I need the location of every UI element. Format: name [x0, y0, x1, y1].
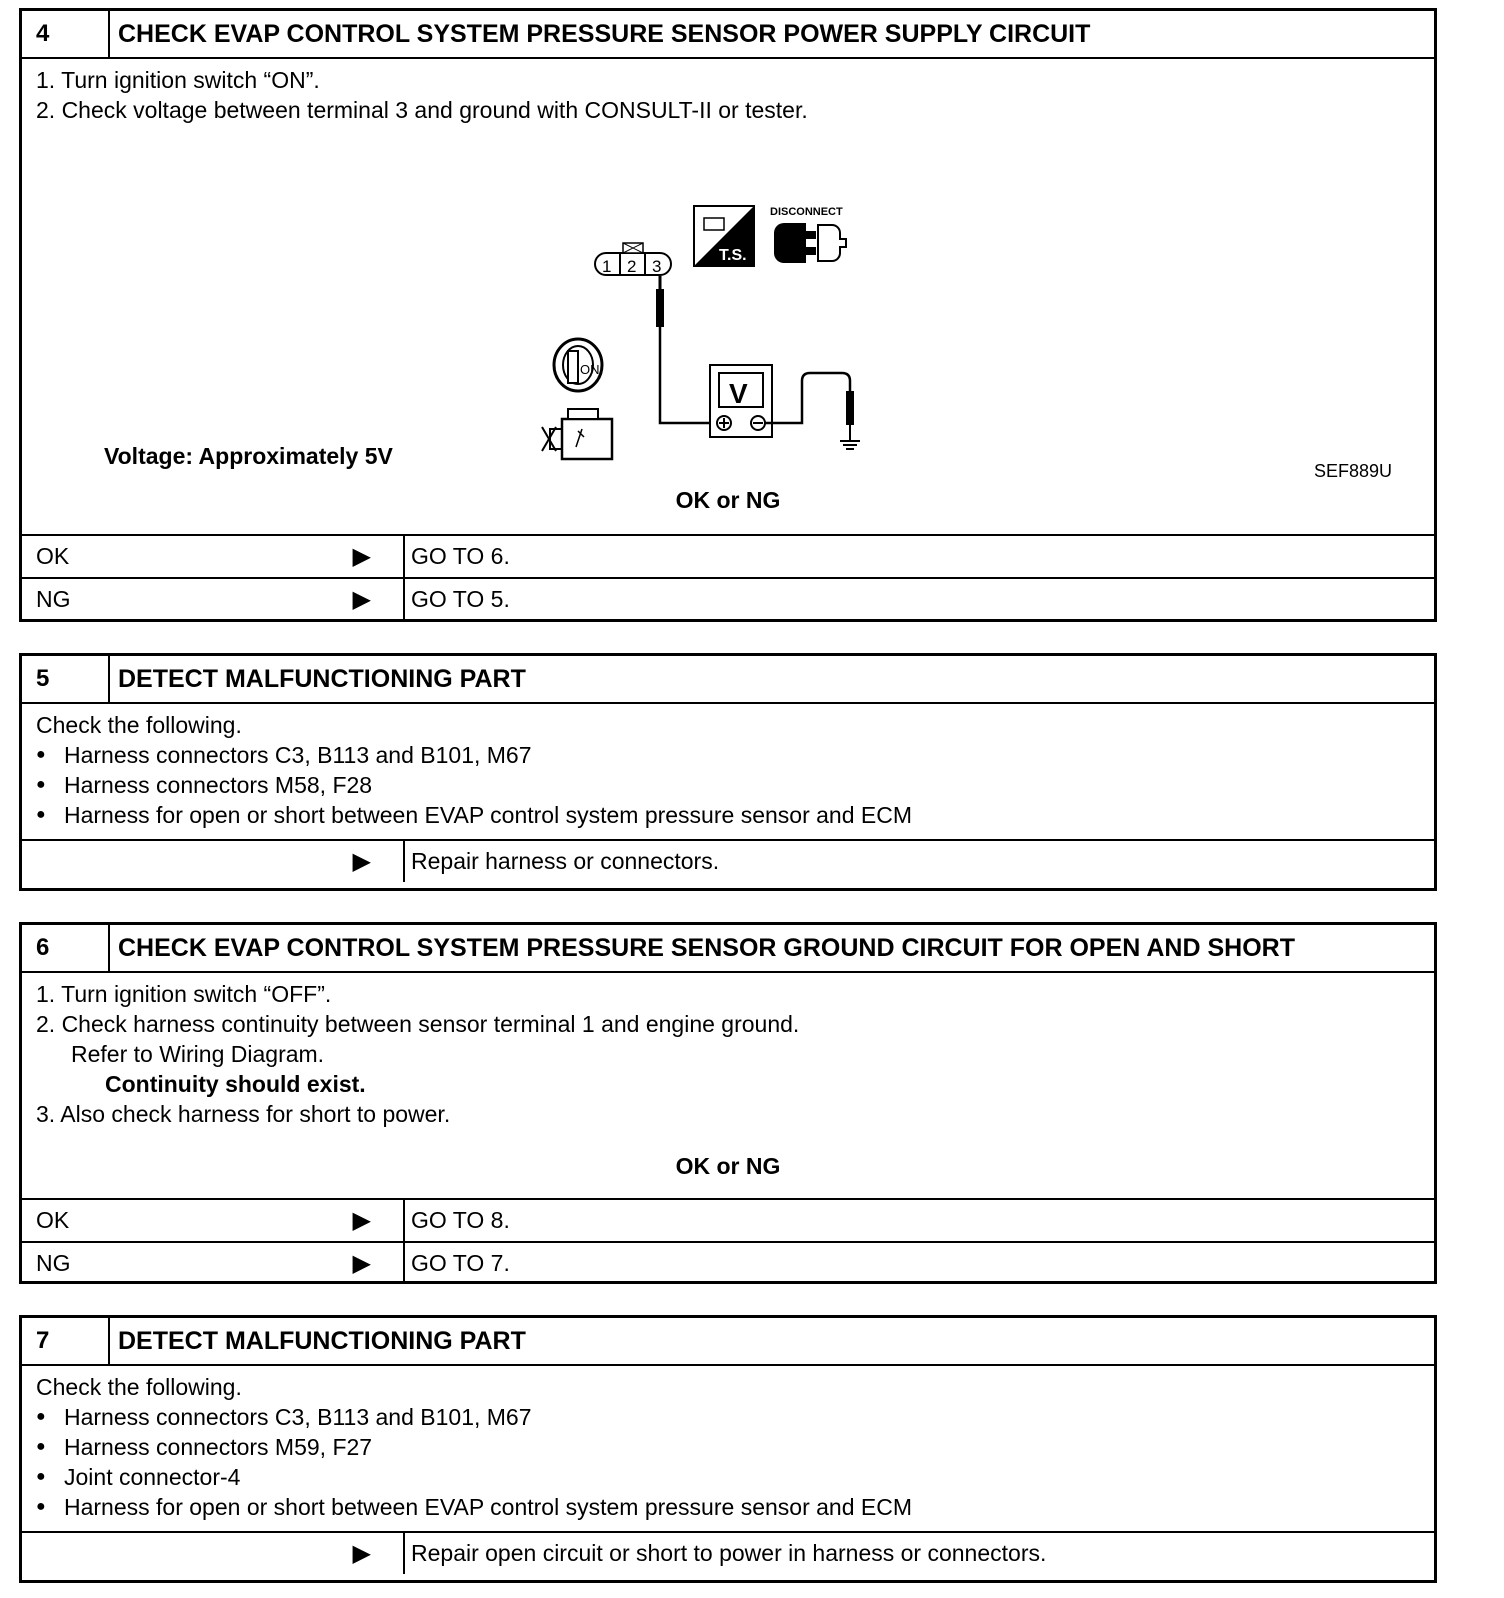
step-header [22, 656, 1434, 704]
arrow-icon: ▶ [352, 586, 371, 613]
result-label: NG [36, 1250, 71, 1276]
result-action: GO TO 7. [411, 1250, 510, 1276]
meter-label: V [729, 378, 748, 409]
ground-symbol [840, 441, 860, 449]
arrow-icon: ▶ [352, 848, 371, 875]
step-title: CHECK EVAP CONTROL SYSTEM PRESSURE SENSOR GROUND CIRCUIT FOR OPEN AND SHORT [118, 934, 1295, 962]
list-item: ● Harness connectors C3, B113 and B101, M67 [36, 740, 532, 770]
list-item: ● Harness connectors M58, F28 [36, 770, 372, 800]
step-header [22, 1318, 1434, 1366]
key-label: ON [580, 362, 600, 377]
result-label: OK [36, 543, 70, 569]
result-action: GO TO 5. [411, 586, 510, 612]
ok-or-ng-label: OK or NG [675, 487, 781, 513]
instruction-line: 1. Turn ignition switch “ON”. [36, 67, 320, 93]
result-action: Repair harness or connectors. [411, 848, 720, 874]
step-title: DETECT MALFUNCTIONING PART [118, 665, 526, 693]
instruction-line: 3. Also check harness for short to power. [36, 1101, 451, 1127]
arrow-icon: ▶ [352, 543, 371, 570]
result-row [22, 534, 1434, 577]
arrow-icon: ▶ [352, 1540, 371, 1567]
step-body [22, 1366, 1434, 1531]
step-number: 4 [22, 11, 110, 57]
ts-icon [694, 206, 754, 266]
engine-icon [542, 409, 612, 459]
intro-line: Check the following. [36, 1374, 242, 1400]
result-action: GO TO 6. [411, 543, 510, 569]
intro-line: Check the following. [36, 712, 242, 738]
instruction-line: 1. Turn ignition switch “OFF”. [36, 981, 332, 1007]
list-item: ● Harness connectors M59, F27 [36, 1432, 372, 1462]
disconnect-label: DISCONNECT [770, 206, 843, 218]
instruction-line: 2. Check voltage between terminal 3 and ground with CONSULT-II or tester. [36, 97, 808, 123]
step-title: DETECT MALFUNCTIONING PART [118, 1327, 526, 1355]
step-7-block [19, 1315, 1437, 1583]
step-number: 5 [22, 656, 110, 702]
step-4-block [19, 8, 1437, 622]
ignition-key-icon [554, 339, 602, 391]
instruction-line: 2. Check harness continuity between sensor terminal 1 and engine ground. [36, 1011, 800, 1037]
list-item: ● Harness connectors C3, B113 and B101, M67 [36, 1402, 532, 1432]
continuity-spec: Continuity should exist. [105, 1071, 366, 1097]
result-row [22, 577, 1434, 620]
step-body [22, 59, 1434, 534]
connector-pin: 3 [652, 257, 662, 276]
instruction-line: Refer to Wiring Diagram. [71, 1041, 325, 1067]
arrow-icon: ▶ [352, 1207, 371, 1234]
result-row [22, 839, 1434, 882]
step-title: CHECK EVAP CONTROL SYSTEM PRESSURE SENSOR POWER SUPPLY CIRCUIT [118, 20, 1091, 48]
result-action: Repair open circuit or short to power in harness or connectors. [411, 1540, 1047, 1566]
list-item: ● Harness for open or short between EVAP control system pressure sensor and ECM [36, 800, 912, 830]
arrow-icon: ▶ [352, 1250, 371, 1277]
connector-pin: 2 [627, 257, 637, 276]
result-row [22, 1241, 1434, 1284]
voltmeter [710, 365, 772, 437]
result-row [22, 1531, 1434, 1574]
step-header [22, 11, 1434, 59]
result-label: OK [36, 1207, 70, 1233]
disconnect-icon [770, 206, 846, 263]
figure-id: SEF889U [1313, 461, 1392, 481]
list-item: ● Joint connector-4 [36, 1462, 240, 1492]
step-6-block [19, 922, 1437, 1284]
step-5-block [19, 653, 1437, 891]
step-header [22, 925, 1434, 973]
result-row [22, 1198, 1434, 1241]
ok-or-ng-label: OK or NG [675, 1153, 781, 1179]
step-number: 7 [22, 1318, 110, 1364]
step-body [22, 973, 1434, 1198]
sensor-connector [595, 243, 671, 276]
voltage-spec: Voltage: Approximately 5V [104, 443, 393, 469]
step-body [22, 704, 1434, 839]
list-item: ● Harness for open or short between EVAP control system pressure sensor and ECM [36, 1492, 912, 1522]
connector-pin: 1 [602, 257, 612, 276]
result-label: NG [36, 586, 71, 612]
result-action: GO TO 8. [411, 1207, 510, 1233]
step-number: 6 [22, 925, 110, 971]
ts-label: T.S. [719, 247, 747, 264]
